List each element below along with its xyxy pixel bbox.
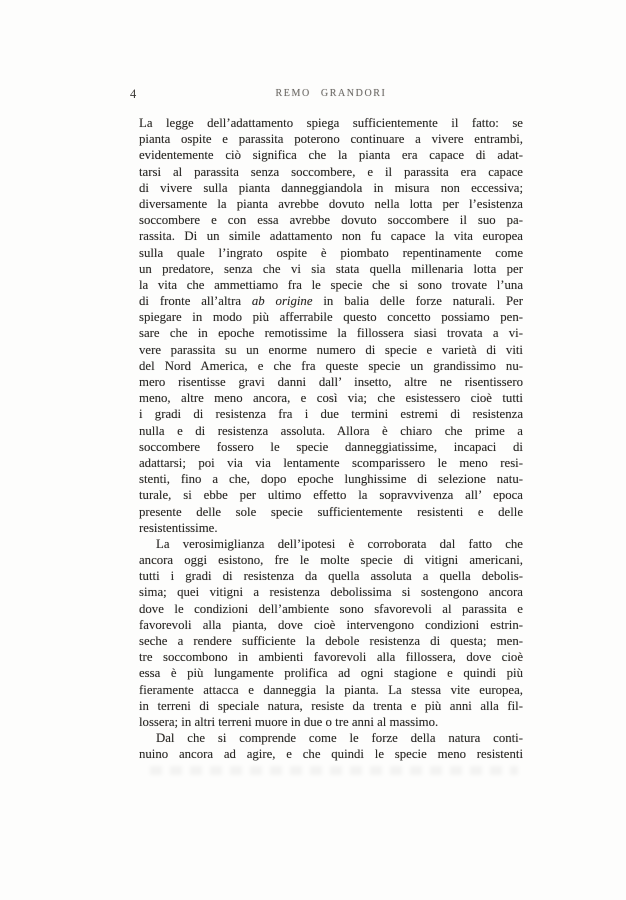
- text-line: stenti, fino a che, dopo epoche lunghissime di selezione natu-: [139, 472, 523, 487]
- running-header: [130, 86, 523, 102]
- text-line: lossera; in altri terreni muore in due o tre anni al massimo.: [139, 714, 439, 729]
- body-text: [139, 115, 523, 763]
- text-line: rassita. Di un simile adattamento non fu capace la vita europea: [139, 229, 523, 244]
- show-through-artifact: [150, 766, 518, 775]
- text-line: del Nord America, e che fra queste specie un grandissimo nu-: [139, 358, 523, 373]
- text-line: diversamente la pianta avrebbe dovuto nella lotta per l’esistenza: [139, 196, 523, 211]
- text-line: La legge dell’adattamento spiega sufficientemente il fatto: se: [139, 116, 523, 130]
- text-line: nulla e di resistenza assoluta. Allora è chiaro che prime a: [139, 423, 523, 438]
- text-line: ancora oggi esistono, fre le molte specie di vitigni americani,: [139, 553, 523, 568]
- text-line: di vivere sulla pianta danneggiandola in misura non eccessiva;: [139, 180, 523, 195]
- text-line: i gradi di resistenza fra i due termini estremi di resistenza: [139, 407, 523, 422]
- text-line: la vita che ammettiamo fra le specie che si sono trovate l’una: [139, 277, 523, 292]
- text-line: tre soccombono in ambienti favorevoli alla fillossera, dove cioè: [139, 650, 523, 665]
- text-line: in terreni di speciale natura, resiste da trenta e più anni alla fil-: [139, 698, 523, 713]
- text-line: di fronte all’altra ab origine in balia delle forze naturali. Per: [139, 294, 523, 309]
- text-line: seche a rendere sufficiente la debole resistenza di questa; men-: [139, 634, 523, 648]
- text-line: sima; quei vitigni a resistenza debolissima si sostengono ancora: [139, 585, 523, 600]
- text-line: sulla quale l’ingrato ospite è piombato repentinamente come: [139, 245, 523, 260]
- text-line: favorevoli alla pianta, dove cioè intervengono condizioni estrin-: [139, 617, 523, 632]
- running-title: REMO GRANDORI: [275, 88, 387, 99]
- text-line: turale, si ebbe per ultimo effetto la sopravvivenza all’ epoca: [139, 488, 523, 503]
- text-line: Dal che si comprende come le forze della natura conti-: [156, 731, 523, 746]
- text-line: evidentemente ciò significa che la pianta era capace di adat-: [139, 148, 523, 163]
- text-line: presente delle sole specie sufficientemente resistenti e delle: [139, 504, 523, 519]
- text-line: sare che in epoche remotissime la fillossera siasi trovata a vi-: [139, 326, 523, 341]
- text-line: fieramente attacca e danneggia la pianta. La stessa vite europea,: [139, 682, 523, 697]
- page-number: 4: [130, 87, 137, 101]
- text-line: un predatore, senza che vi sia stata quella millenaria lotta per: [139, 261, 523, 276]
- text-line: spiegare in modo più afferrabile questo concetto possiamo pen-: [139, 310, 523, 325]
- text-line: mero risentisse gravi danni dall’ insetto, altre ne risentissero: [139, 375, 523, 389]
- text-line: La verosimiglianza dell’ipotesi è corroborata dal fatto che: [156, 536, 523, 551]
- text-line: tarsi al parassita senza soccombere, e il parassita era capace: [139, 164, 523, 179]
- text-line: essa è più lungamente prolifica ad ogni stagione e quindi più: [139, 666, 523, 681]
- text-line: adattarsi; poi via via lentamente scomparissero le meno resi-: [139, 455, 523, 470]
- text-line: vere parassita su un enorme numero di specie e varietà di viti: [139, 342, 523, 357]
- text-line: soccombere fossero le specie danneggiatissime, incapaci di: [139, 439, 523, 454]
- text-line: tutti i gradi di resistenza da quella assoluta a quella debolis-: [139, 569, 523, 584]
- italic-phrase: ab origine: [251, 294, 313, 309]
- text-line: pianta ospite e parassita poterono continuare a vivere entrambi,: [139, 132, 523, 147]
- text-line: soccombere e con essa avrebbe dovuto soccombere il suo pa-: [139, 213, 523, 228]
- text-line: nuino ancora ad agire, e che quindi le specie meno resistenti: [139, 747, 523, 762]
- text-line: dove le condizioni dell’ambiente sono sfavorevoli al parassita e: [139, 601, 523, 616]
- text-line: meno, altre meno ancora, e così via; che esistessero cioè tutti: [139, 391, 523, 406]
- text-line: resistentissime.: [139, 520, 218, 535]
